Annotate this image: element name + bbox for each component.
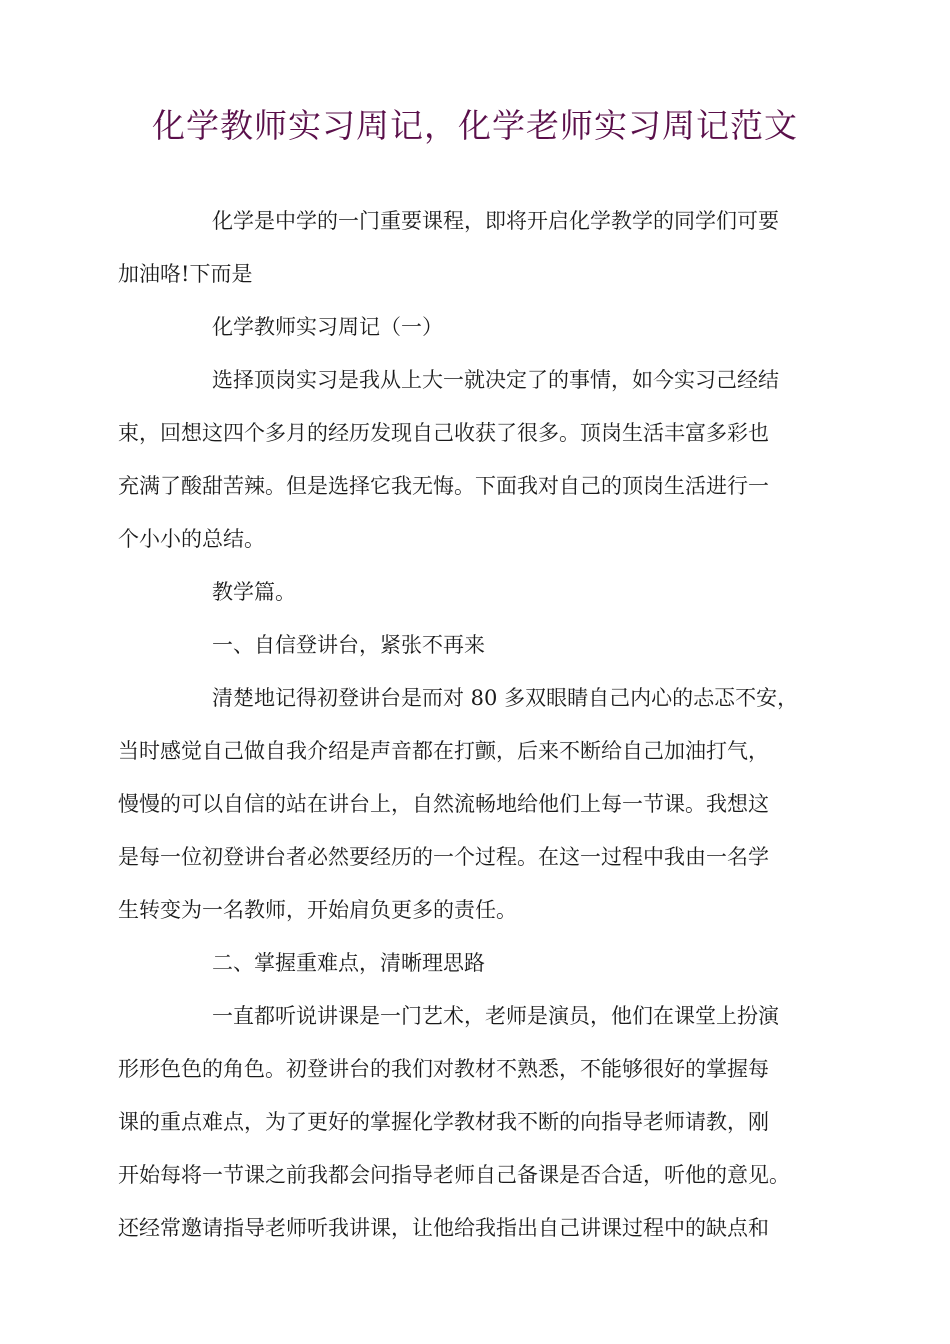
paragraph-line: 充满了酸甜苦辣。但是选择它我无悔。下面我对自己的顶岗生活进行一 bbox=[118, 474, 769, 498]
section-heading: 教学篇。 bbox=[212, 580, 296, 604]
paragraph-line: 开始每将一节课之前我都会问指导老师自己备课是否合适，听他的意见。 bbox=[118, 1163, 790, 1187]
section-heading: 二、掌握重难点，清晰理思路 bbox=[212, 951, 485, 975]
paragraph-line: 慢慢的可以自信的站在讲台上，自然流畅地给他们上每一节课。我想这 bbox=[118, 792, 769, 816]
document-title: 化学教师实习周记，化学老师实习周记范文 bbox=[152, 106, 798, 145]
paragraph-line: 化学是中学的一门重要课程，即将开启化学教学的同学们可要 bbox=[212, 209, 779, 233]
paragraph-line: 课的重点难点，为了更好的掌握化学教材我不断的向指导老师请教，刚 bbox=[118, 1110, 769, 1134]
paragraph-line: 清楚地记得初登讲台是而对 80 多双眼睛自己内心的忐忑不安， bbox=[212, 686, 799, 710]
section-heading: 一、自信登讲台，紧张不再来 bbox=[212, 633, 485, 657]
paragraph-line: 个小小的总结。 bbox=[118, 527, 265, 551]
paragraph-line: 形形色色的角色。初登讲台的我们对教材不熟悉，不能够很好的掌握每 bbox=[118, 1057, 769, 1081]
paragraph-line: 生转变为一名教师，开始肩负更多的责任。 bbox=[118, 898, 517, 922]
paragraph-line: 还经常邀请指导老师听我讲课，让他给我指出自己讲课过程中的缺点和 bbox=[118, 1216, 769, 1240]
paragraph-line: 束，回想这四个多月的经历发现自己收获了很多。顶岗生活丰富多彩也 bbox=[118, 421, 769, 445]
paragraph-line: 是每一位初登讲台者必然要经历的一个过程。在这一过程中我由一名学 bbox=[118, 845, 769, 869]
paragraph-line: 选择顶岗实习是我从上大一就决定了的事情，如今实习己经结 bbox=[212, 368, 779, 392]
paragraph-line: 一直都听说讲课是一门艺术，老师是演员，他们在课堂上扮演 bbox=[212, 1004, 779, 1028]
paragraph-line: 当时感觉自己做自我介绍是声音都在打颤，后来不断给自己加油打气， bbox=[118, 739, 769, 763]
paragraph-line: 加油咯!下而是 bbox=[118, 262, 253, 286]
section-heading: 化学教师实习周记（一） bbox=[212, 315, 443, 339]
